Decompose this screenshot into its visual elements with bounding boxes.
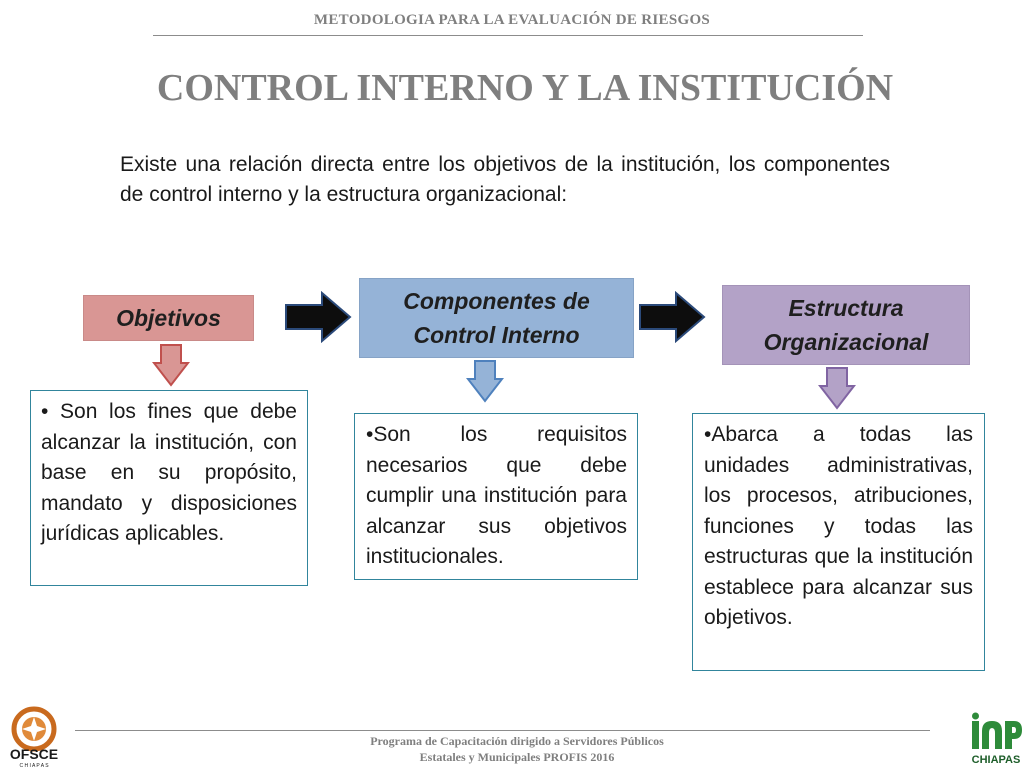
ofsce-logo-subtext: C H I A P A S (19, 763, 49, 768)
down-arrow-icon (818, 366, 856, 410)
down-arrow-icon (466, 359, 504, 403)
footer-divider (75, 730, 930, 731)
footer-line-2: Estatales y Municipales PROFIS 2016 (419, 750, 615, 764)
page-title: CONTROL INTERNO Y LA INSTITUCIÓN (156, 67, 894, 109)
box-componentes-control-interno: Componentes de Control Interno (359, 278, 634, 358)
iap-logo-text: CHIAPAS (971, 754, 1021, 766)
description-estructura: •Abarca a todas las unidades administrativas, los procesos, atribuciones, funciones y todas las estructuras que la institución establece para alcanzar sus objetivos. (692, 413, 985, 671)
right-arrow-icon (638, 291, 706, 343)
iap-chiapas-logo (968, 711, 1024, 768)
down-arrow-icon (152, 343, 190, 387)
box-objetivos: Objetivos (83, 295, 254, 341)
intro-paragraph: Existe una relación directa entre los objetivos de la institución, los componentes de control interno y la estructura organizacional: (120, 153, 890, 206)
ofsce-logo (3, 705, 69, 768)
footer-text (0, 733, 1024, 765)
box-estructura-organizacional: Estructura Organizacional (722, 285, 970, 365)
right-arrow-icon (284, 291, 352, 343)
description-objetivos: • Son los fines que debe alcanzar la institución, con base en su propósito, mandato y disposiciones jurídicas aplicables. (30, 390, 308, 586)
footer-line-1: Programa de Capacitación dirigido a Servidores Públicos (370, 734, 664, 748)
ofsce-logo-text: OFSCE (9, 746, 59, 762)
description-componentes: •Son los requisitos necesarios que debe cumplir una institución para alcanzar sus objetivos institucionales. (354, 413, 638, 580)
header-text: METODOLOGIA PARA LA EVALUACIÓN DE RIESGOS (313, 12, 711, 28)
header-divider (153, 35, 863, 36)
